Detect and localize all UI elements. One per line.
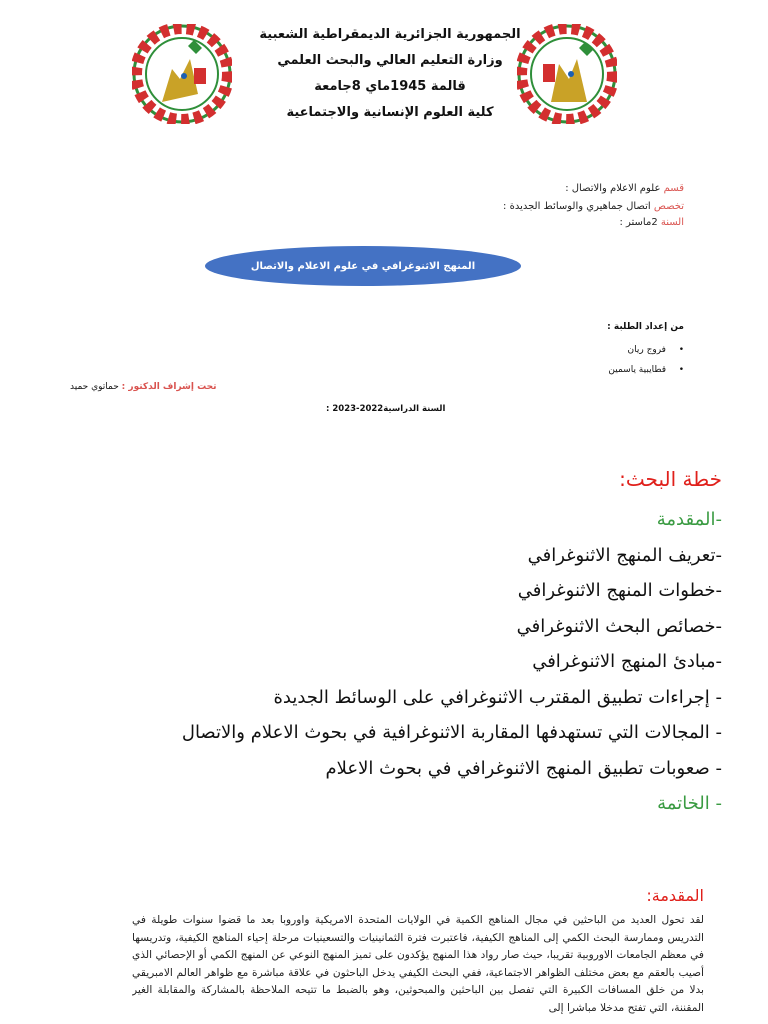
students-list bbox=[608, 340, 684, 380]
university-name: قالمة 1945ماي 8جامعة bbox=[314, 79, 466, 94]
university-logo-left bbox=[132, 24, 232, 124]
plan-item: -مبادئ المنهج الاثنوغرافي bbox=[532, 651, 722, 672]
academic-year: السنة الدراسية2022-2023 : bbox=[326, 404, 446, 414]
plan-item: - المجالات التي تستهدفها المقاربة الاثنوغرافية في بحوث الاعلام والاتصال bbox=[181, 722, 722, 743]
department-line bbox=[364, 180, 684, 198]
year-label: السنة bbox=[660, 217, 684, 228]
student-name: • قطايبية ياسمين bbox=[608, 360, 684, 380]
year-line bbox=[364, 214, 684, 232]
ministry-name: وزارة التعليم العالي والبحث العلمي bbox=[277, 53, 503, 68]
supervisor-line bbox=[70, 382, 217, 392]
plan-list bbox=[82, 502, 722, 822]
plan-item: -المقدمة bbox=[656, 509, 722, 530]
department-value: علوم الاعلام والاتصال : bbox=[565, 183, 661, 194]
plan-item: -خصائص البحث الاثنوغرافي bbox=[516, 615, 722, 637]
prepared-by-label: من إعداد الطلبة : bbox=[607, 322, 684, 332]
research-title-ellipse: المنهج الاثنوغرافي في علوم الاعلام والاتصال bbox=[205, 246, 521, 286]
document-header bbox=[240, 22, 540, 126]
supervisor-name: حماتوي حميد bbox=[70, 382, 119, 392]
plan-item: - إجراءات تطبيق المقترب الاثنوغرافي على الوسائط الجديدة bbox=[273, 686, 722, 708]
republic-name: الجمهورية الجزائرية الديمقراطية الشعبية bbox=[259, 27, 521, 42]
supervisor-label: تحت إشراف الدكتور : bbox=[121, 382, 217, 392]
plan-item: -تعريف المنهج الاثنوغرافي bbox=[527, 544, 722, 566]
specialty-label: تخصص bbox=[653, 201, 684, 212]
specialty-value: اتصال جماهيري والوسائط الجديدة : bbox=[503, 201, 651, 212]
year-value: 2ماستر : bbox=[619, 217, 658, 228]
intro-title: المقدمة: bbox=[646, 886, 704, 905]
faculty-name: كلية العلوم الإنسانية والاجتماعية bbox=[286, 105, 494, 120]
intro-paragraph: لقد تحول العديد من الباحثين في مجال المناهج الكمية في الولايات المتحدة الامريكية واوروبا بعد ما قضوا سنوات طويلة في التدريس وممارسة البحث الكمي إلى المناهج الكيفية، فاعتبرت فترة الثمانينيات والتسعينيات مرحلة إحياء المناهج الكيفية، وتدريسها في معظم الجامعات الاوروبية تقريبا، حيث صار رواد هذا المنهج يؤكدون على تميز المنهج النوعي عن المنهج الكمي أو الإحصائي الذي أصيب بالعقم مع بعض مختلف الظواهر الاجتماعية، ففي البحث الكيفي يدخل الباحثون في علاقة مباشرة مع ظواهر العالم الامبريقي بدلا من خلق المسافات الكبيرة التي تفصل بين الباحثين والمبحوثين، وهو بالضبط ما تتيحه الملاحظة بالمشاركة والمقابلة الغير المقننة، التي تفتح مدخلا مباشرا إلى bbox=[132, 914, 704, 1014]
plan-item: - صعوبات تطبيق المنهج الاثنوغرافي في بحوث الاعلام bbox=[325, 757, 722, 779]
plan-title: خطة البحث: bbox=[619, 467, 722, 491]
department-label: قسم bbox=[663, 183, 684, 194]
plan-item: -خطوات المنهج الاثنوغرافي bbox=[517, 580, 722, 601]
student-name: • فروج ريان bbox=[608, 340, 684, 360]
plan-item: - الخاتمة bbox=[657, 793, 722, 814]
